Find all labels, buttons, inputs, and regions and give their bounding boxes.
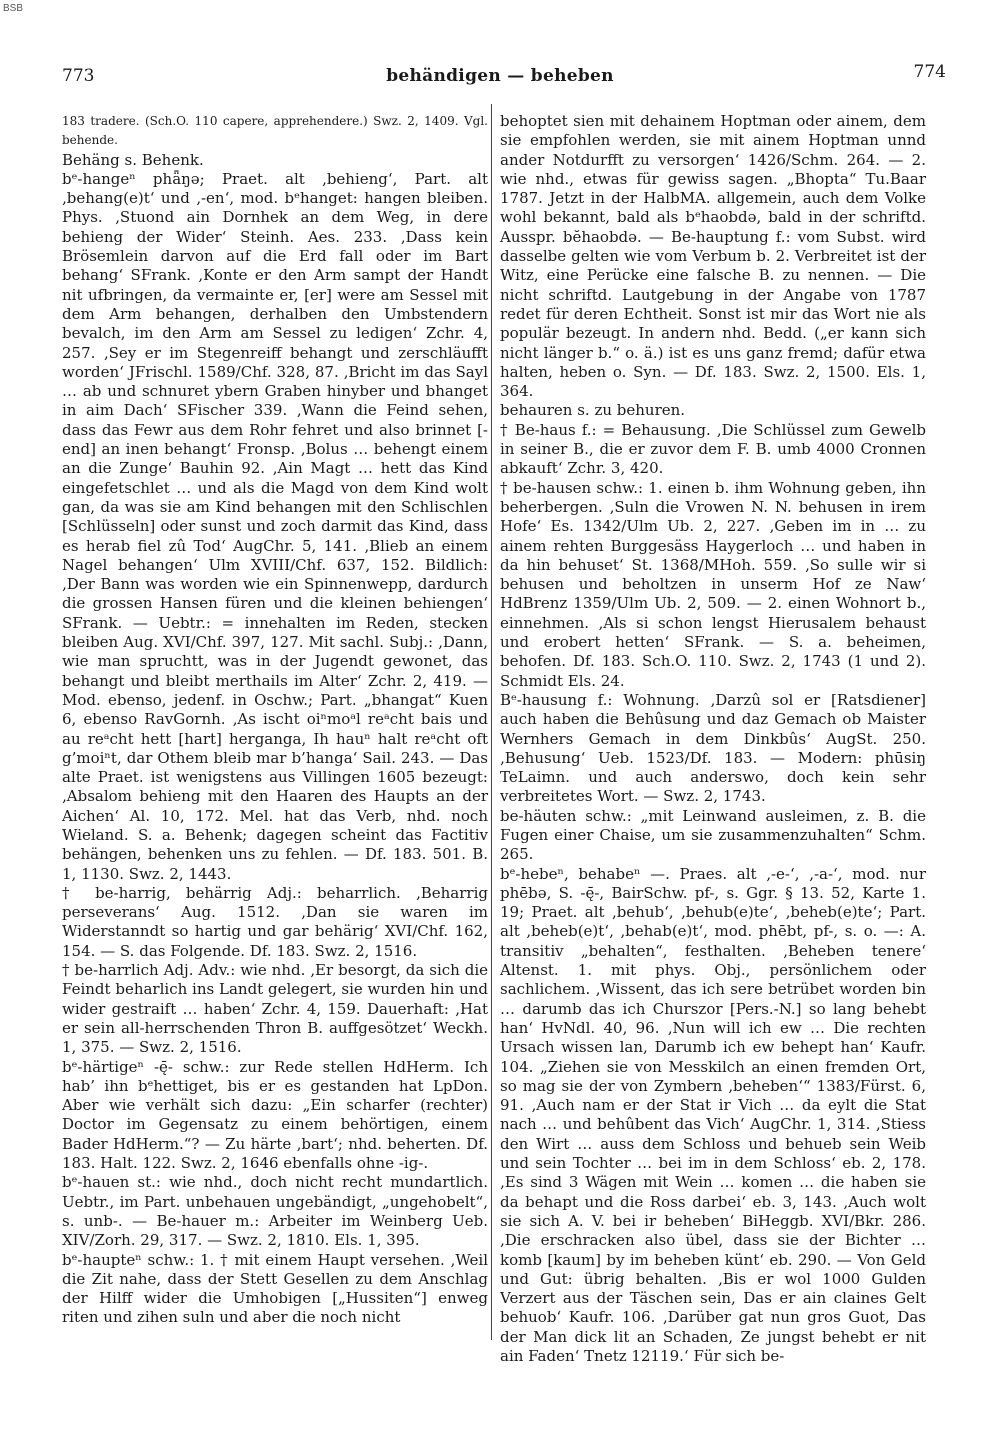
column-divider (491, 104, 492, 1340)
entry-paragraph: bᵉ-haupteⁿ schw.: 1. † mit einem Haupt versehen. ‚Weil die Zit nahe, dass der Stett Gesellen zu dem Anschlag der Hilff wider die Umhobigen [„Hussiten“] enweg riten und zihen suln und aber die noch nicht (62, 1250, 488, 1327)
page-number-left: 773 (62, 66, 95, 86)
entry-paragraph: † be-harrig, behärrig Adj.: beharrlich. ‚Beharrig perseverans‘ Aug. 1512. ‚Dan sie waren im Widerstanndt so hartig und gar behärig‘ XVI/Chf. 162, 154. — S. das Folgende. Df. 183. Swz. 2, 1516. (62, 883, 488, 960)
entry-paragraph: bᵉ-hangeⁿ phǟŋə; Praet. alt ‚behieng‘, Part. alt ‚behang(e)t‘ und ‚-en‘, mod. bᵉhanget: hangen bleiben. Phys. ‚Stuond ain Dornhek an dem Weg, in dere behieng der Wider‘ Steinh. Aes. 233. ‚Dass kein Brösemlein darvon auf die Erd fall oder im Bart behang‘ SFrank. ‚Konte er den Arm sampt der Handt nit ufbringen, da vermainte er, [er] were am Sessel mit dem Arm behangen, derhalben den Umbstendern bevalch, im den Arm am Sessel zu ledigen‘ Zchr. 4, 257. ‚Sey er im Stegenreiff behangt und zerschläufft worden‘ JFrischl. 1589/Chf. 328, 87. ‚Bricht im das Sayl … ab und schnuret ybern Graben hinyber und bhanget in aim Dach‘ SFischer 339. ‚Wann die Feind sehen, dass das Fewr aus dem Rohr fehret und also brinnet [-end] an inen behangt‘ Fronsp. ‚Bolus … behengt einem an die Zunge‘ Bauhin 92. ‚Ain Magt … hett das Kind eingefetschlet … und als die Magd von dem Kind wolt gan, da was sie am Kind behangen mit den Schlischlen [Schlüsseln] oder sunst und zoch darmit das Kind, dass es herab fiel zû Tod‘ AugChr. 5, 141. ‚Blieb an einem Nagel behangen‘ Ulm XVIII/Chf. 637, 152. Bildlich: ‚Der Bann was worden wie ein Spinnenwepp, dardurch die grossen Hansen füren und die kleinen behiengen‘ SFrank. — Uebtr.: = innehalten im Reden, stecken bleiben Aug. XVI/Chf. 397, 127. Mit sachl. Subj.: ‚Dann, wie man spruchtt, was in der Jugendt gewonet, das behangt und bleibt merthails im Alter‘ Zchr. 2, 419. — Mod. ebenso, jedenf. in Oschw.; Part. „bhangat“ Kuen 6, ebenso RavGornh. ‚As ischt oiⁿmoᵃl reᵃcht bais und au reᵃcht hett [hart] herganga, Ih hauⁿ halt reᵃcht oft g’moiⁿt, dar Othem bleib mar b’hanga‘ Sail. 243. — Das alte Praet. ist wenigstens aus Villingen 1605 bezeugt: ‚Absalom behieng mit den Haaren des Haupts an der Aichen‘ Al. 10, 172. Mel. hat das Verb, nhd. noch Wieland. S. a. Behenk; dagegen scheint das Factitiv behängen, behenken uns zu fehlen. — Df. 183. 501. B. 1, 1130. Swz. 2, 1443. (62, 169, 488, 883)
entry-paragraph: bᵉ-härtigeⁿ -ę̄- schw.: zur Rede stellen HdHerm. Ich hab’ ihn bᵉhettiget, bis er es gestanden hat LpDon. Aber wie verhält sich dazu: „Ein scharfer (rechter) Doctor im Gegensatz zu einem behörtigen, einem Bader HdHerm.“? — Zu härte ‚bart‘; nhd. beherten. Df. 183. Halt. 122. Swz. 2, 1646 ebenfalls ohne -ig-. (62, 1057, 488, 1173)
entry-paragraph: † Be-haus f.: = Behausung. ‚Die Schlüssel zum Gewelb in seiner B., die er zuvor dem F. B. umb 4000 Cronnen abkauft‘ Zchr. 3, 420. (500, 420, 926, 478)
entry-paragraph: behoptet sien mit dehainem Hoptman oder ainem, dem sie empfohlen werden, sie mit ainem Hoptman unnd ander Notdurfft zu versorgen‘ 1426/Schm. 264. — 2. wie nhd., etwas für gewiss sagen. „Bhopta“ Tu.Baar 1787. Jetzt in der HalbMA. allgemein, auch dem Volke wohl bekannt, bald als bᵉhaobdə, bald in der schriftd. Ausspr. bĕhaobdə. — Be-hauptung f.: vom Subst. wird dasselbe gelten wie vom Verbum b. 2. Verbreitet ist der Witz, eine Perücke eine falsche B. zu nennen. — Die nicht schriftd. Lautgebung in der Angabe von 1787 redet für deren Echtheit. Sonst ist mir das Wort nie als populär bezeugt. In andern nhd. Bedd. („er kann sich nicht länger b.“ o. ä.) ist es uns ganz fremd; dafür etwa halten, heben o. Syn. — Df. 183. Swz. 2, 1500. Els. 1, 364. (500, 112, 926, 401)
library-stamp: BSB (3, 3, 24, 14)
entry-paragraph: † be-hausen schw.: 1. einen b. ihm Wohnung geben, ihn beherbergen. ‚Suln die Vrowen N. N. behusen in irem Hofe‘ Es. 1342/Ulm Ub. 2, 227. ‚Geben im in … zu ainem rehten Burggesäss Haygerloch … und haben in da hin behuset‘ St. 1368/MHoh. 559. ‚So sulle wir si behusen und beholtzen in unserm Hof ze Naw‘ HdBrenz 1359/Ulm Ub. 2, 509. — 2. einen Wohnort b., einnehmen. ‚Als si schon lengst Hierusalem behaust und erobert hetten‘ SFrank. — S. a. beheimen, behofen. Df. 183. Sch.O. 110. Swz. 2, 1743 (1 und 2). Schmidt Els. 24. (500, 478, 926, 690)
entry-paragraph: Bᵉ-hausung f.: Wohnung. ‚Darzû sol er [Ratsdiener] auch haben die Behûsung und daz Gemach ob Maister Wernhers Gemach in dem Dinkbûs‘ AugSt. 250. ‚Behusung‘ Ueb. 1523/Df. 183. — Modern: phūsiŋ TeLaimn. und auch anderswo, doch kein sehr verbreitetes Wort. — Swz. 2, 1743. (500, 690, 926, 806)
entry-paragraph: Behäng s. Behenk. (62, 150, 204, 169)
running-head-title: behändigen — beheben (386, 66, 614, 86)
right-column (500, 112, 926, 1365)
entry-paragraph: 183 tradere. (Sch.O. 110 capere, apprehendere.) Swz. 2, 1409. Vgl. behende. (62, 114, 488, 148)
entry-paragraph: be-häuten schw.: „mit Leinwand ausleimen, z. B. die Fugen einer Chaise, um sie zusammenzuhalten“ Schm. 265. (500, 806, 926, 864)
entry-paragraph: bᵉ-hauen st.: wie nhd., doch nicht recht mundartlich. Uebtr., im Part. unbehauen ungebändigt, „ungehobelt“, s. unb-. — Be-hauer m.: Arbeiter im Weinberg Ueb. XIV/Zorh. 29, 317. — Swz. 2, 1810. Els. 1, 395. (62, 1173, 488, 1250)
running-head (0, 62, 1000, 90)
entry-paragraph: bᵉ-hebeⁿ, behabeⁿ —. Praes. alt ‚-e-‘, ‚-a-‘, mod. nur phēbə, S. -ę̄-, BairSchw. pf-, s. Ggr. § 13. 52, Karte 1. 19; Praet. alt ‚behub‘, ‚behub(e)te‘, ‚beheb(e)te‘; Part. alt ‚beheb(e)t‘, ‚behab(e)t‘, mod. phēbt, pf-, s. o. —: A. transitiv „behalten“, festhalten. ‚Beheben tenere‘ Altenst. 1. mit phys. Obj., persönlichem oder sachlichem. ‚Wissent, das ich sere betrübet worden bin … darumb das ich Churszor [Pers.-N.] so lang behebt han‘ HvNdl. 40, 96. ‚Nun will ich ew … Die rechten Ursach wissen lan, Darumb ich ew behept han‘ Kaufr. 104. „Ziehen sie von Messkilch an einen fremden Ort, so mag sie der von Zymbern ‚beheben‘“ 1383/Fürst. 6, 91. ‚Auch nam er der Stat ir Vich … da eylt die Stat nach … und behûbent das Vich‘ AugChr. 1, 314. ‚Stiess den Wirt … auss dem Schloss und behueb sein Weib und sein Tochter … bei im in dem Schloss‘ eb. 2, 178. ‚Es sind 3 Wägen mit Wein … komen … die haben sie da behapt und die Ross darbei‘ eb. 3, 143. ‚Auch wolt sie sich A. V. bei ir beheben‘ BiHeggb. XVI/Bkr. 286. ‚Die erschracken also übel, dass sie der Bichter … komb [kaum] by im beheben künt‘ eb. 290. — Von Geld und Gut: übrig behalten. ‚Bis er wol 1000 Gulden Verzert aus der Täschen sein, Das er ain claines Gelt behuob‘ Kaufr. 106. ‚Darüber gat nun gros Guot, Das der Man dick lit an Schaden, Ze jungst behebt er nit ain Faden‘ Tnetz 12119.‘ Für sich be- (500, 864, 926, 1365)
entry-paragraph: behauren s. zu behuren. (500, 401, 686, 420)
page-number-right: 774 (913, 62, 946, 82)
entry-paragraph: † be-harrlich Adj. Adv.: wie nhd. ‚Er besorgt, da sich die Feindt beharlich ins Landt gelegert, sie wurden hin und wider gestraift … haben‘ Zchr. 4, 159. Dauerhaft: ‚Hat er sein all-herrschenden Thron B. auffgesötzet‘ Weckh. 1, 375. — Swz. 2, 1516. (62, 961, 488, 1057)
left-column (62, 112, 488, 1337)
